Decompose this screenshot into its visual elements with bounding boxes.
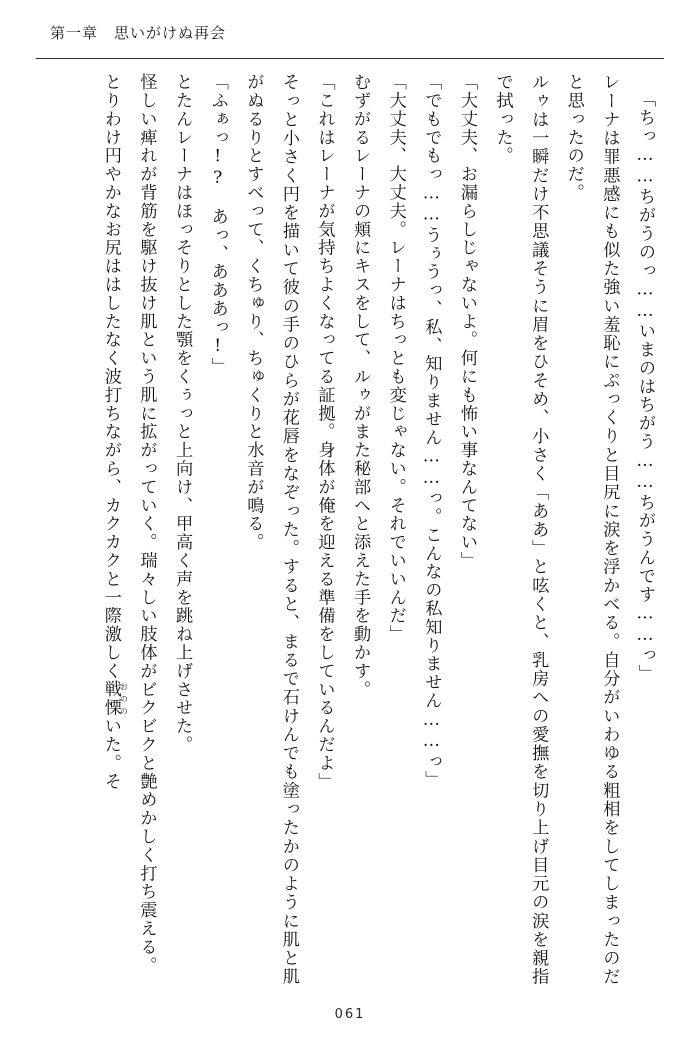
paragraph: 怪しい痺れが背筋を駆け抜け肌という肌に拡がっていく。瑞々しい肢体がビクビクと艶めかしく打ち震える。 <box>136 73 157 975</box>
page-number: 061 <box>334 1007 366 1022</box>
paragraph: 「これはレーナが気持ちよくなってる証拠。身体が俺を迎える準備をしているんだよ」 <box>314 73 335 791</box>
paragraph: レーナは罪悪感にも似た強い羞恥にぷっくりと目尻に涙を浮かべる。自分がいわゆる粗相をしてしまったのだと思ったのだ。 <box>563 73 620 986</box>
page-footer <box>34 992 666 1022</box>
paragraph: 「大丈夫、お漏らしじゃないよ。何にも怖い事なんてない」 <box>456 73 477 570</box>
chapter-title: 第一章 思いがけぬ再会 <box>50 24 227 42</box>
paragraph: 「ちっ……ちがうのっ……いまのはちがう……ちがうんです……っ」 <box>635 90 655 683</box>
paragraph: とたんレーナはほっそりとした顎をくぅっと上向け、甲高く声を跳ね上げさせた。 <box>172 73 193 754</box>
paragraph: そっと小さく円を描いて彼の手のひらが花唇をなぞった。すると、まるで石けんでも塗ったかのように肌と肌がぬるりとすべって、くちゅり、ちゅくりと水音が鳴る。 <box>243 73 299 986</box>
paragraph: むずがるレーナの頬にキスをして、ルゥがまた秘部へと添えた手を動かす。 <box>350 73 371 699</box>
paragraph: 「ふぁっ!? あっ、あああっ!」 <box>207 73 228 376</box>
paragraph: 「でもでもっ……うぅうっ、私、知りません……っ。こんなの私知りません……っ」 <box>421 73 442 789</box>
body-area <box>34 59 666 992</box>
paragraph-with-ruby: とりわけ円やかなお尻ははしたなく波打ちながら、カクカクと一際激しく戦慄おののいた。そ <box>100 73 129 791</box>
vertical-text-block <box>38 73 662 986</box>
ruby-annotation: 戦慄おのの <box>100 680 129 718</box>
paragraph: 「大丈夫、大丈夫。レーナはちっとも変じゃない。それでいいんだ」 <box>385 73 406 644</box>
paragraph: ルゥは一瞬だけ不思議そうに眉をひそめ、小さく「ああ」と呟くと、乳房への愛撫を切り上げ目元の涙を親指で拭った。 <box>492 73 549 986</box>
page-header <box>34 22 666 56</box>
